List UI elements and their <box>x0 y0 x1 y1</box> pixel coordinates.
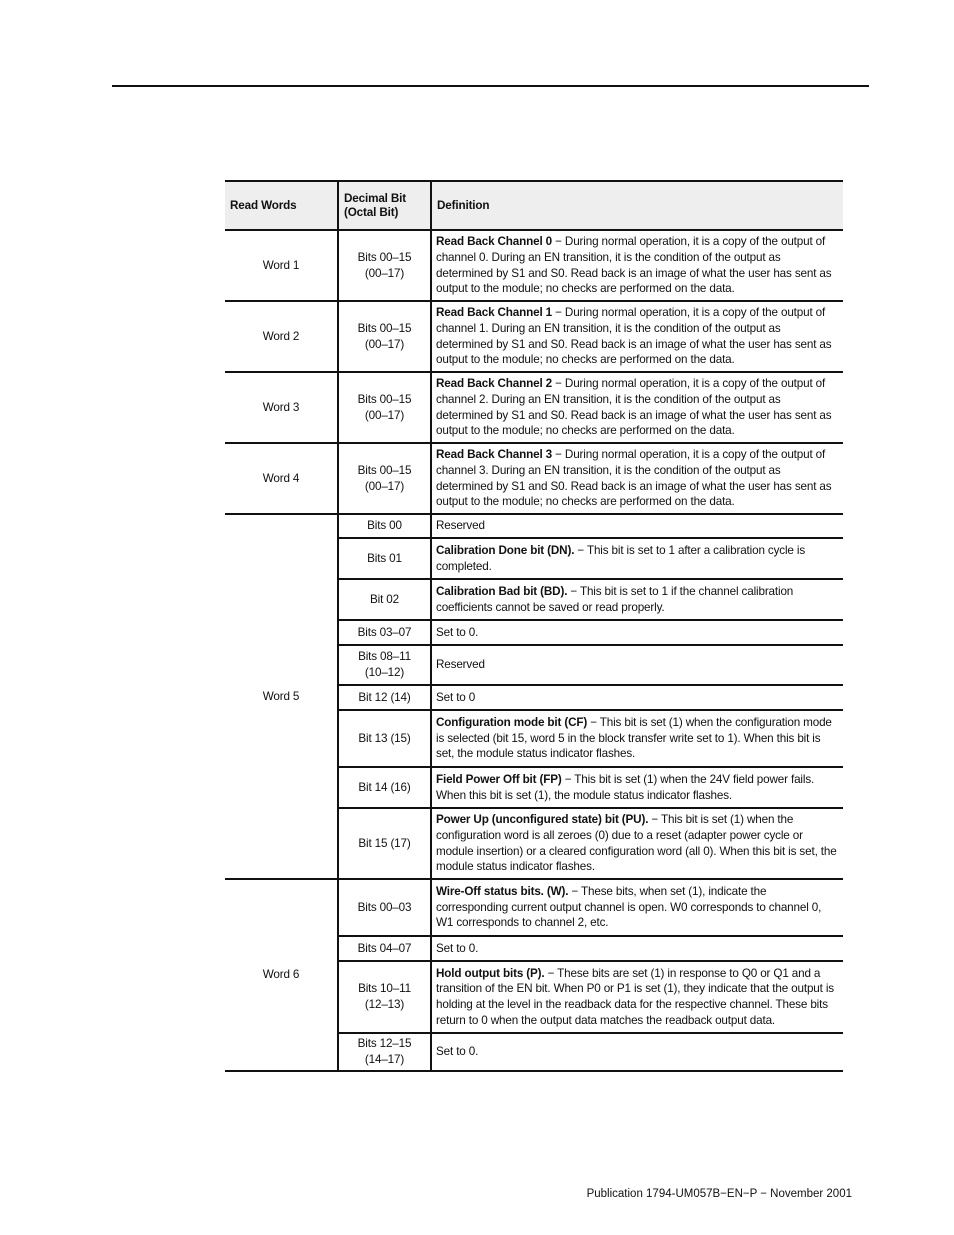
bit-range: Bit 02 <box>370 592 399 606</box>
definition-text: Set to 0 <box>436 690 476 704</box>
definition-text: − This bit is set (1) when the configuration word is all zeroes (0) due to a reset (adapter power cycle or module insertion) or a cleared configuration word (all 0). When this bit is set, the module status indicator flashes. <box>436 813 837 874</box>
definition-text: − This bit is set to 1 if the channel calibration coefficients cannot be saved or read properly. <box>436 584 794 614</box>
top-rule <box>112 85 869 87</box>
octal-bit-range: (00–17) <box>364 266 405 280</box>
bit-cell <box>338 579 431 620</box>
bit-range: Bits 00–15 <box>357 250 412 264</box>
read-word-cell: Word 5 <box>225 514 338 879</box>
definition-text: − This bit is set to 1 after a calibration cycle is completed. <box>436 543 806 573</box>
header-read-words: Read Words <box>225 181 338 230</box>
header-decimal-bit <box>338 181 431 230</box>
definition-text: Reserved <box>436 658 485 672</box>
octal-bit-range: (00–17) <box>364 479 405 493</box>
bit-range: Bits 00–15 <box>357 321 412 335</box>
definition-text: − These bits, when set (1), indicate the corresponding current output channel is open. W0 corresponds to channel 0, W1 corresponds to channel 2, etc. <box>436 885 822 930</box>
definition-cell <box>431 808 843 879</box>
definition-text: − These bits are set (1) in response to Q0 or Q1 and a transition of the EN bit. When P0 or P1 is set (1), they indicate that the output is holding at the level in the readback data for the respective channel. These bits return to 0 when the output data matches the readback output data. <box>436 966 834 1027</box>
definition-title: Hold output bits (P). <box>436 966 545 980</box>
definition-cell <box>431 936 843 961</box>
definition-text: Set to 0. <box>436 941 479 955</box>
definition-title: Read Back Channel 1 <box>436 306 553 320</box>
bit-cell <box>338 645 431 685</box>
bit-cell <box>338 767 431 808</box>
read-word-cell: Word 4 <box>225 443 338 514</box>
definition-text: − During normal operation, it is a copy of the output of channel 2. During an EN transition, it is the condition of the output as determined by S1 and S0. Read back is an image of what the user has sent as output to the module; no checks are performed on the data. <box>436 377 832 438</box>
definition-cell <box>431 645 843 685</box>
definition-text: Set to 0. <box>436 625 479 639</box>
definition-cell <box>431 710 843 767</box>
definition-cell <box>431 579 843 620</box>
definition-title: Read Back Channel 3 <box>436 448 553 462</box>
table-row <box>225 514 843 538</box>
bit-cell <box>338 443 431 514</box>
bit-range: Bits 00 <box>367 519 402 533</box>
definition-title: Field Power Off bit (FP) <box>436 772 562 786</box>
definition-cell <box>431 620 843 645</box>
bit-cell <box>338 620 431 645</box>
definition-text: Set to 0. <box>436 1045 479 1059</box>
bit-range: Bits 08–11 <box>358 650 411 664</box>
publication-footer: Publication 1794-UM057B−EN−P − November 2001 <box>586 1188 852 1200</box>
read-word-cell: Word 2 <box>225 301 338 372</box>
read-word-cell: Word 3 <box>225 372 338 443</box>
definition-title: Power Up (unconfigured state) bit (PU). <box>436 813 649 827</box>
table-row <box>225 301 843 372</box>
definition-title: Read Back Channel 2 <box>436 377 553 391</box>
bit-cell <box>338 514 431 538</box>
octal-bit-range: (00–17) <box>364 337 405 351</box>
bit-cell <box>338 710 431 767</box>
header-definition: Definition <box>431 181 843 230</box>
definition-title: Wire-Off status bits. (W). <box>436 885 569 899</box>
table-header-row <box>225 181 843 230</box>
bit-range: Bits 12–15 <box>357 1037 412 1051</box>
bit-range: Bits 03–07 <box>357 625 412 639</box>
definition-cell <box>431 879 843 936</box>
bit-range: Bits 00–15 <box>357 463 412 477</box>
bit-range: Bit 14 (16) <box>358 780 411 794</box>
read-word-cell: Word 1 <box>225 230 338 301</box>
definition-cell <box>431 1033 843 1071</box>
definition-cell <box>431 961 843 1033</box>
definition-title: Configuration mode bit (CF) <box>436 716 588 730</box>
table-row <box>225 879 843 936</box>
bit-range: Bit 13 (15) <box>358 731 411 745</box>
bit-cell <box>338 230 431 301</box>
read-words-table <box>225 180 843 1072</box>
octal-bit-range: (10–12) <box>364 666 405 679</box>
bit-range: Bit 12 (14) <box>358 690 411 704</box>
bit-range: Bits 01 <box>367 551 402 565</box>
bit-cell <box>338 538 431 579</box>
bit-range: Bits 00–15 <box>357 392 412 406</box>
bit-cell <box>338 961 431 1033</box>
bit-range: Bit 15 (17) <box>358 836 411 850</box>
definition-text: − This bit is set (1) when the configuration mode is selected (bit 15, word 5 in the block transfer write set to 1). When this bit is set, the module status indicator flashes. <box>436 716 832 761</box>
bit-cell <box>338 372 431 443</box>
definition-cell <box>431 514 843 538</box>
definition-text: − During normal operation, it is a copy of the output of channel 0. During an EN transition, it is the condition of the output as determined by S1 and S0. Read back is an image of what the user has sent as output to the module; no checks are performed on the data. <box>436 235 832 296</box>
bit-range: Bits 04–07 <box>357 941 412 955</box>
bit-cell <box>338 808 431 879</box>
definition-text: − During normal operation, it is a copy of the output of channel 3. During an EN transition, it is the condition of the output as determined by S1 and S0. Read back is an image of what the user has sent as output to the module; no checks are performed on the data. <box>436 448 832 509</box>
definition-cell <box>431 538 843 579</box>
definition-cell <box>431 230 843 301</box>
definition-cell <box>431 443 843 514</box>
definition-title: Read Back Channel 0 <box>436 235 553 249</box>
read-word-cell: Word 6 <box>225 879 338 1071</box>
header-decimal-bit-line1: Decimal Bit <box>344 191 407 205</box>
table-row <box>225 230 843 301</box>
bit-range: Bits 10–11 <box>358 982 411 996</box>
table-row <box>225 443 843 514</box>
bit-cell <box>338 1033 431 1071</box>
definition-cell <box>431 372 843 443</box>
definition-text: − This bit is set (1) when the 24V field power fails. When this bit is set (1), the module status indicator flashes. <box>436 772 815 802</box>
definition-cell <box>431 767 843 808</box>
bit-cell <box>338 879 431 936</box>
header-decimal-bit-line2: (Octal Bit) <box>344 205 399 219</box>
bit-cell <box>338 685 431 710</box>
bit-cell <box>338 301 431 372</box>
definition-text: Reserved <box>436 519 485 533</box>
definition-text: − During normal operation, it is a copy of the output of channel 1. During an EN transition, it is the condition of the output as determined by S1 and S0. Read back is an image of what the user has sent as output to the module; no checks are performed on the data. <box>436 306 832 367</box>
definition-cell <box>431 685 843 710</box>
bit-range: Bits 00–03 <box>357 900 412 914</box>
octal-bit-range: (00–17) <box>364 408 405 422</box>
definition-title: Calibration Done bit (DN). <box>436 543 575 557</box>
bit-cell <box>338 936 431 961</box>
table-row <box>225 372 843 443</box>
octal-bit-range: (14–17) <box>364 1053 405 1066</box>
definition-title: Calibration Bad bit (BD). <box>436 584 568 598</box>
octal-bit-range: (12–13) <box>364 998 405 1011</box>
table-body <box>225 230 843 1071</box>
definition-cell <box>431 301 843 372</box>
